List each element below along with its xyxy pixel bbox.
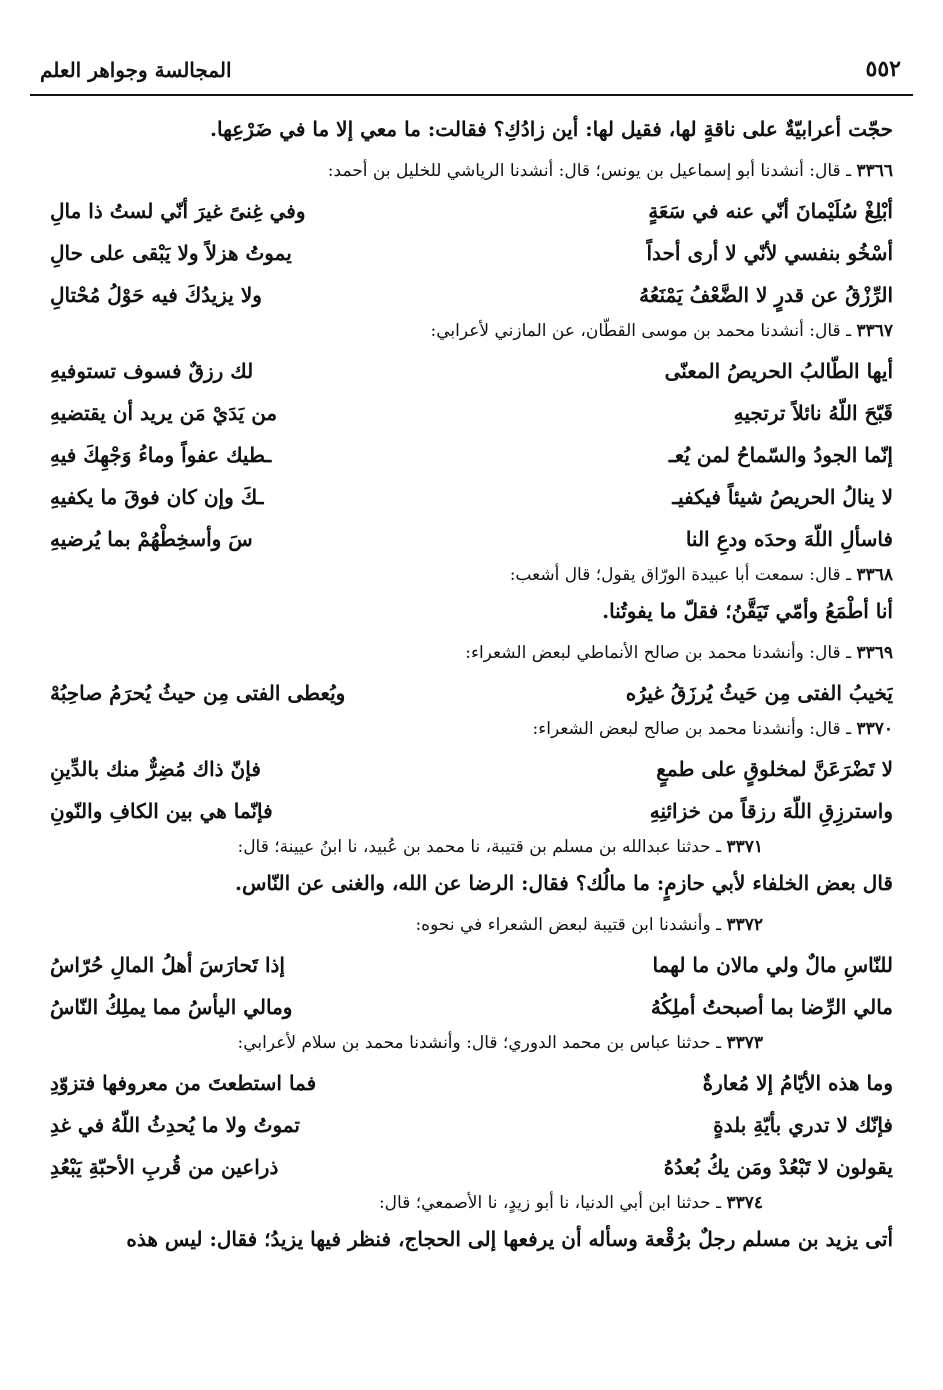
report-number: ٣٣٧٣: [726, 1033, 763, 1053]
verse-first-hemistich: الرِّزْقُ عن قدرٍ لا الضَّعْفُ يَمْنَعُهُ: [639, 283, 893, 307]
verse-second-hemistich: ولا يزيدُكَ فيه حَوْلُ مُحْتالِ: [50, 283, 262, 307]
verse-second-hemistich: ويُعطى الفتى مِن حيثُ يُحرَمُ صاحِبُهْ: [50, 681, 346, 705]
narration-chain: [50, 316, 893, 346]
verse-line: [50, 986, 893, 1028]
verse-second-hemistich: لك رزقٌ فسوف تستوفيهِ: [50, 359, 254, 383]
running-title: المجالسة وجواهر العلم: [40, 58, 232, 82]
verse-second-hemistich: ومالي اليأسُ مما يملِكُ النّاسُ: [50, 995, 293, 1019]
verse-first-hemistich: لا ينالُ الحريصُ شيئاً فيكفيـ: [672, 485, 893, 509]
verse-second-hemistich: سَ وأسخِطْهُمْ بما يُرضيهِ: [50, 527, 253, 551]
narration-text: ـ قال: سمعت أبا عبيدة الورّاق يقول؛ قال أشعب:: [509, 565, 857, 585]
verse-second-hemistich: فإنّما هي بين الكافِ والنّونِ: [50, 799, 273, 823]
report-number: ٣٣٦٦: [856, 161, 893, 181]
narration-chain: [50, 156, 893, 186]
prose-paragraph: قال بعض الخلفاء لأبي حازمٍ: ما مالُك؟ فقال: الرضا عن الله، والغنى عن النّاس.: [235, 871, 893, 895]
page-body: [50, 112, 893, 1266]
verse-line: [50, 790, 893, 832]
verse-first-hemistich: للنّاسِ مالٌ ولي مالان ما لهما: [652, 953, 893, 977]
verse-line: [50, 434, 893, 476]
verse-first-hemistich: واسترزِقِ اللّهَ رزقاً من خزائنِهِ: [649, 799, 893, 823]
narration-chain: [50, 1028, 893, 1058]
verse-line: [50, 476, 893, 518]
verse-line: [50, 944, 893, 986]
report-number: ٣٣٦٧: [856, 321, 893, 341]
verse-first-hemistich: أسْخُو بنفسي لأنّي لا أرى أحداً: [646, 241, 893, 265]
narration-text: ـ حدثنا عبدالله بن مسلم بن قتيبة، نا محمد بن عُبيد، نا ابنُ عيينة؛ قال:: [237, 837, 727, 857]
verse-line: [50, 1104, 893, 1146]
verse-second-hemistich: يموتُ هزلاً ولا يَبْقى على حالِ: [50, 241, 292, 265]
verse-first-hemistich: فإنّك لا تدري بأيّةِ بلدةٍ: [713, 1113, 893, 1137]
prose-paragraph: حجّت أعرابيّةٌ على ناقةٍ لها، فقيل لها: أين زادُكِ؟ فقالت: ما معي إلا ما في ضَرْعِها.: [210, 117, 893, 141]
report-number: ٣٣٧٤: [726, 1193, 763, 1213]
verse-line: [50, 1146, 893, 1188]
verse-line: [50, 748, 893, 790]
narration-chain: [50, 560, 893, 590]
verse-second-hemistich: وفي غِنىً غيرَ أنّي لستُ ذا مالِ: [50, 199, 306, 223]
verse-second-hemistich: ـكَ وإن كان فوقَ ما يكفيهِ: [50, 485, 264, 509]
narration-text: ـ حدثنا ابن أبي الدنيا، نا أبو زيدٍ، نا الأصمعي؛ قال:: [378, 1193, 727, 1213]
report-number: ٣٣٧٢: [726, 915, 763, 935]
verse-line: [50, 190, 893, 232]
verse-first-hemistich: لا تَضْرَعَنَّ لمخلوقٍ على طمعٍ: [656, 757, 893, 781]
verse-first-hemistich: وما هذه الأيّامُ إلا مُعارةٌ: [702, 1071, 893, 1095]
narration-chain: [50, 714, 893, 744]
verse-first-hemistich: مالي الرِّضا بما أصبحتُ أملِكُهُ: [650, 995, 893, 1019]
narration-text: ـ قال: أنشدنا محمد بن موسى القطّان، عن المازني لأعرابي:: [430, 321, 857, 341]
verse-second-hemistich: فإنّ ذاك مُضِرٌّ منك بالدِّينِ: [50, 757, 261, 781]
verse-line: [50, 350, 893, 392]
prose-paragraph: أنا أطْمَعُ وأمّي تَيَقَّنُ؛ فقلّ ما يفوتُنا.: [602, 599, 893, 623]
verse-first-hemistich: أبْلِغْ سُلَيْمانَ أنّي عنه في سَعَةٍ: [648, 199, 893, 223]
verse-line: [50, 672, 893, 714]
verse-line: [50, 232, 893, 274]
verse-line: [50, 518, 893, 560]
report-number: ٣٣٧٠: [856, 719, 893, 739]
narration-chain: [50, 910, 893, 940]
narration-text: ـ وأنشدنا ابن قتيبة لبعض الشعراء في نحوه:: [415, 915, 727, 935]
verse-line: [50, 392, 893, 434]
prose-paragraph: أتى يزيد بن مسلم رجلٌ برُقْعة وسأله أن يرفعها إلى الحجاج، فنظر فيها يزيدُ؛ فقال: ليس هذه: [126, 1227, 893, 1251]
page-header: [30, 52, 913, 96]
page-number: ٥٥٢: [865, 56, 901, 82]
report-number: ٣٣٧١: [726, 837, 763, 857]
verse-first-hemistich: أيها الطّالبُ الحريصُ المعنّى: [664, 359, 893, 383]
verse-second-hemistich: تموتُ ولا ما يُحدِثُ اللّهُ في غدِ: [50, 1113, 300, 1137]
narration-text: ـ قال: وأنشدنا محمد بن صالح لبعض الشعراء:: [532, 719, 857, 739]
narration-chain: [50, 638, 893, 668]
narration-text: ـ حدثنا عباس بن محمد الدوري؛ قال: وأنشدنا محمد بن سلام لأعرابي:: [237, 1033, 727, 1053]
verse-first-hemistich: فاسألِ اللّهَ وحدَه ودعِ النا: [685, 527, 893, 551]
verse-line: [50, 274, 893, 316]
verse-second-hemistich: ـطيك عفواً وماءُ وَجْهِكَ فيهِ: [50, 443, 272, 467]
verse-second-hemistich: فما استطعتَ من معروفها فتزوّدِ: [50, 1071, 317, 1095]
verse-second-hemistich: إذا تَحارَسَ أهلُ المالِ حُرّاسُ: [50, 953, 285, 977]
verse-first-hemistich: يقولون لا تَبْعُدْ ومَن يكُ بُعدُهُ: [663, 1155, 893, 1179]
report-number: ٣٣٦٩: [856, 643, 893, 663]
verse-first-hemistich: يَخيبُ الفتى مِن حَيثُ يُرزَقُ غيرُه: [625, 681, 893, 705]
verse-first-hemistich: قَبّحَ اللّهُ نائلاً ترتجيهِ: [733, 401, 893, 425]
verse-second-hemistich: من يَدَيْ مَن يريد أن يقتضيهِ: [50, 401, 278, 425]
narration-text: ـ قال: وأنشدنا محمد بن صالح الأنماطي لبعض الشعراء:: [465, 643, 857, 663]
narration-text: ـ قال: أنشدنا أبو إسماعيل بن يونس؛ قال: أنشدنا الرياشي للخليل بن أحمد:: [327, 161, 857, 181]
verse-first-hemistich: إنّما الجودُ والسّماحُ لمن يُعـ: [668, 443, 893, 467]
narration-chain: [50, 1188, 893, 1218]
verse-line: [50, 1062, 893, 1104]
narration-chain: [50, 832, 893, 862]
report-number: ٣٣٦٨: [856, 565, 893, 585]
verse-second-hemistich: ذراعين من قُربِ الأحبّةِ يَبْعُدِ: [50, 1155, 279, 1179]
